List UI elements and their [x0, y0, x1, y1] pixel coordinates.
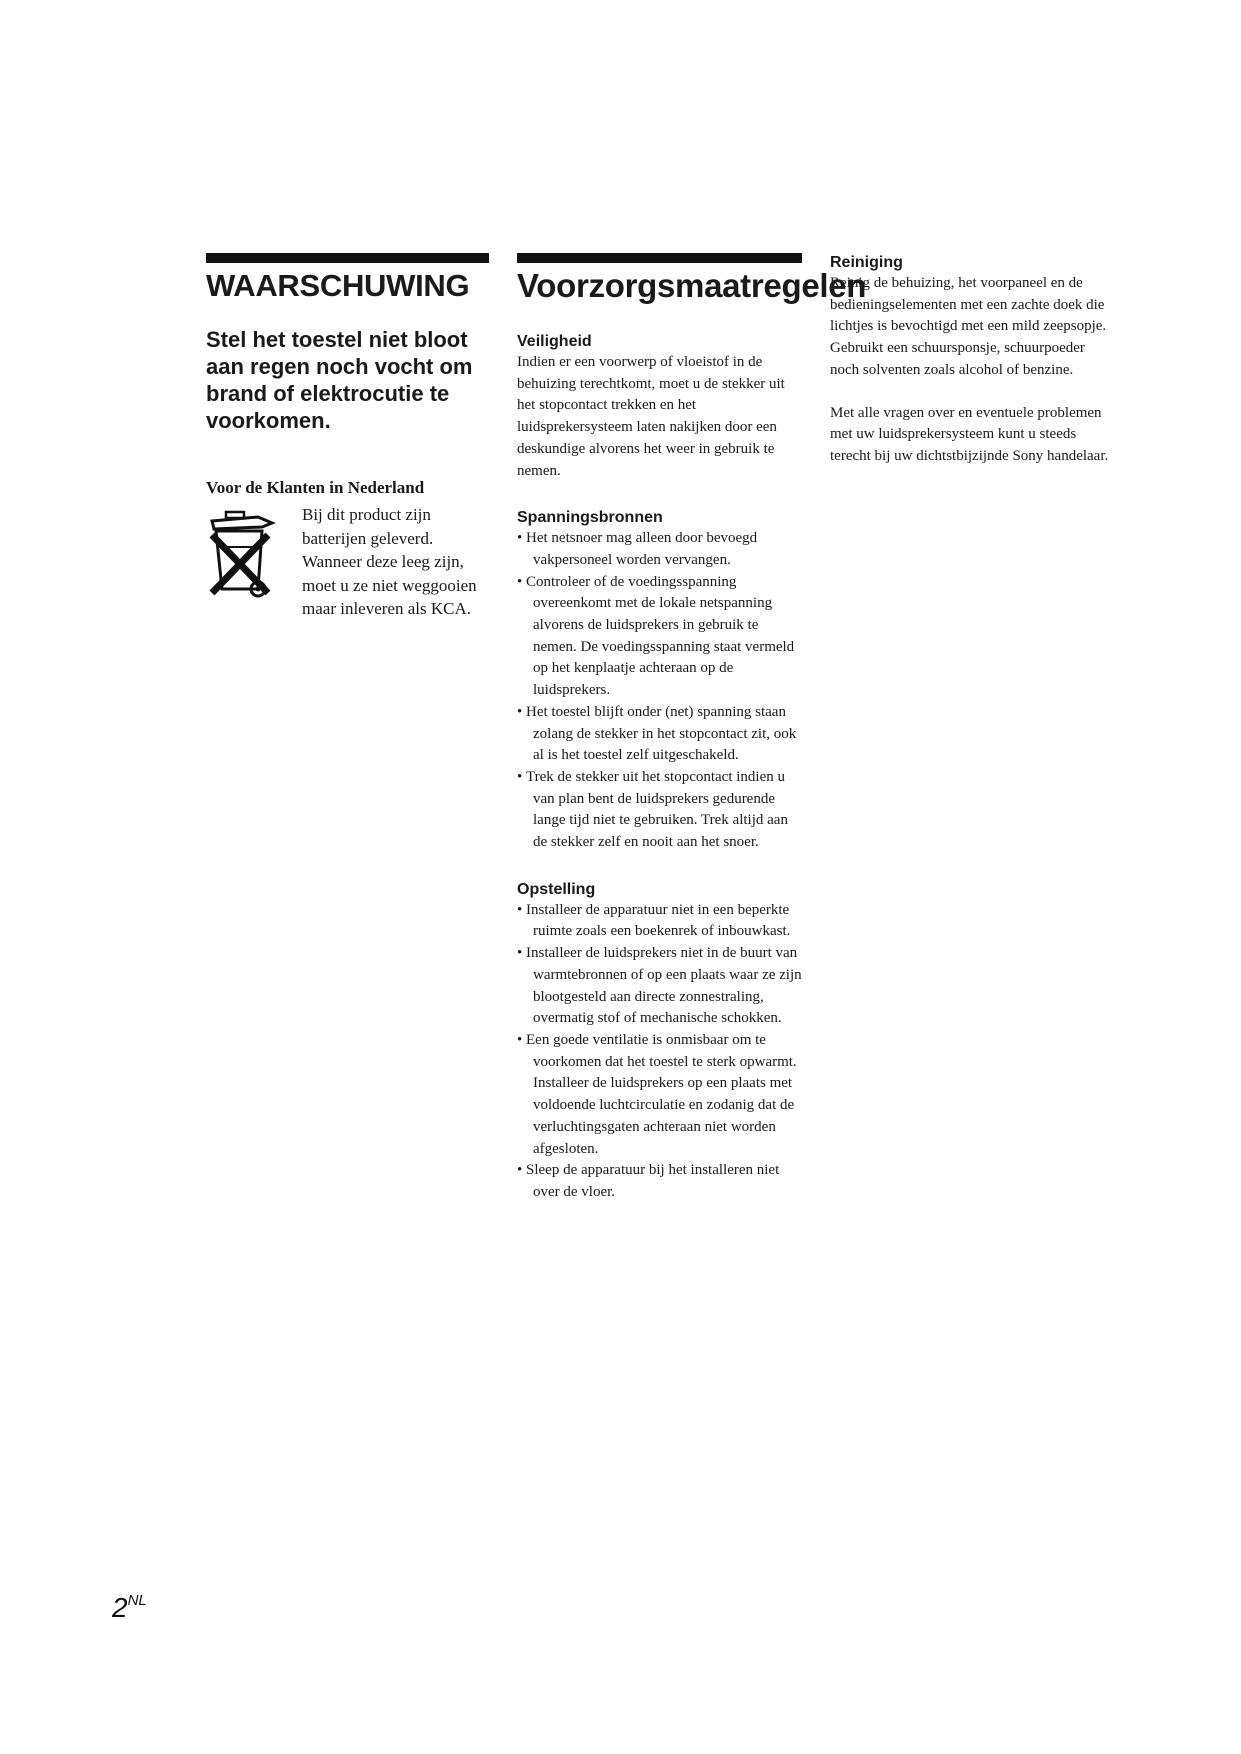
page-number-suffix: NL: [127, 1592, 147, 1609]
warning-text: Stel het toestel niet bloot aan regen noch vocht om brand of elektrocutie te voorkomen.: [206, 327, 473, 433]
placement-heading: Opstelling: [517, 880, 596, 898]
list-item: • Installeer de apparatuur niet in een beperkte ruimte zoals een boekenrek of inbouwkast.: [517, 900, 802, 943]
cleaning-contact: Met alle vragen over en eventuele problemen met uw luidsprekersysteem kunt u steeds terecht bij uw dichtstbijzijnde Sony handelaar.: [830, 404, 1109, 464]
nl-text: Bij dit product zijn batterijen geleverd. Wanneer deze leeg zijn, moet u ze niet weggooien maar inleveren als KCA.: [302, 505, 477, 618]
safety-heading: Veiligheid: [517, 333, 592, 350]
warning-rule: [206, 253, 489, 263]
precautions-title: Voorzorgsmaatregelen: [517, 267, 867, 304]
list-item: • Installeer de luidsprekers niet in de buurt van warmtebronnen of op een plaats waar ze zijn blootgesteld aan directe zonnestraling, overmatig stof of mechanische schokken.: [517, 943, 802, 1030]
safety-text: Indien er een voorwerp of vloeistof in de behuizing terechtkomt, moet u de stekker uit het stopcontact trekken en het luidsprekersysteem laten nakijken door een deskundige alvorens het weer in gebruik te nemen.: [517, 354, 785, 479]
cleaning-heading: Reiniging: [830, 254, 903, 271]
list-item: • Het netsnoer mag alleen door bevoegd vakpersoneel worden vervangen.: [517, 528, 802, 571]
list-item: • Een goede ventilatie is onmisbaar om te voorkomen dat het toestel te sterk opwarmt. Installeer de luidsprekers op een plaats met voldoende luchtcirculatie en zodanig dat de verluchtingsgaten achteraan niet worden afgesloten.: [517, 1030, 802, 1160]
power-heading: Spanningsbronnen: [517, 509, 663, 527]
warning-section: [206, 270, 496, 621]
list-item: • Het toestel blijft onder (net) spanning staan zolang de stekker in het stopcontact zit, ook al is het toestel zelf uitgeschakeld.: [517, 702, 802, 767]
nl-heading: Voor de Klanten in Nederland: [206, 478, 425, 497]
power-list: [517, 528, 802, 854]
warning-title: WAARSCHUWING: [206, 268, 470, 303]
precautions-section: [517, 267, 867, 1204]
placement-list: [517, 900, 802, 1204]
nl-notice: [206, 503, 496, 621]
list-item: • Sleep de apparatuur bij het installeren niet over de vloer.: [517, 1160, 802, 1203]
crossed-out-wheelie-bin-icon: [206, 503, 276, 599]
cleaning-section: [830, 253, 1120, 468]
precautions-rule: [517, 253, 802, 263]
list-item: • Trek de stekker uit het stopcontact indien u van plan bent de luidsprekers gedurende lange tijd niet te gebruiken. Trek altijd aan de stekker zelf en nooit aan het snoer.: [517, 767, 802, 854]
page-number-value: 2: [112, 1592, 128, 1623]
list-item: • Controleer of de voedingsspanning overeenkomt met de lokale netspanning alvorens de luidsprekers in gebruik te nemen. De voedingsspanning staat vermeld op het kenplaatje achteraan op de luidsprekers.: [517, 572, 802, 702]
page-number: [112, 1592, 147, 1624]
cleaning-text: Reinig de behuizing, het voorpaneel en de bedieningselementen met een zachte doek die lichtjes is bevochtigd met een mild zeepsopje. Gebruikt een schuursponsje, schuurpoeder noch solventen zoals alcohol of benzine.: [830, 275, 1107, 378]
